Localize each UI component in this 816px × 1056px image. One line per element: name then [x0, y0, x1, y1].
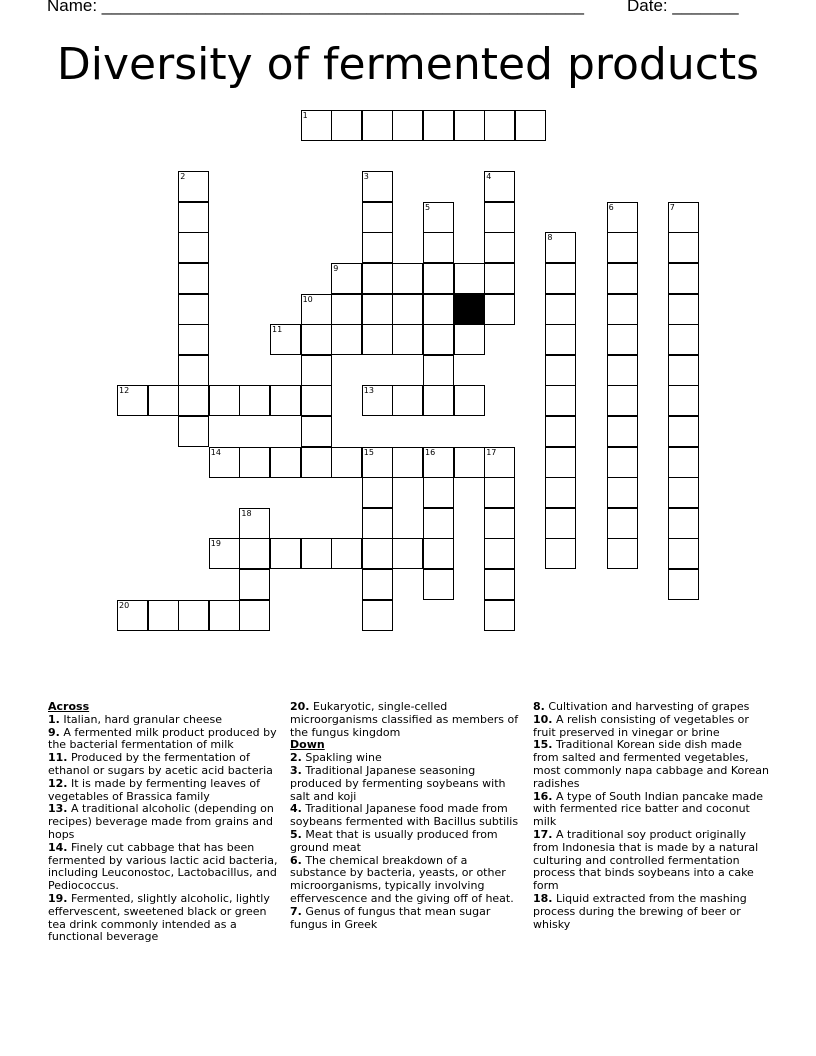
grid-cell[interactable] [331, 538, 362, 569]
clue-item [48, 778, 284, 804]
grid-cell[interactable] [484, 600, 515, 631]
grid-cell[interactable] [423, 263, 454, 294]
black-cell [454, 294, 485, 325]
clue-number: 5. [290, 827, 302, 841]
clue-text: Genus of fungus that mean sugar fungus in Greek [290, 904, 491, 931]
grid-cell[interactable] [301, 110, 332, 141]
clue-number-label: 6 [608, 202, 614, 212]
grid-cell[interactable] [668, 569, 699, 600]
clue-column-2 [290, 701, 526, 931]
clue-number: 2. [290, 751, 302, 765]
grid-cell[interactable] [607, 263, 638, 294]
grid-cell[interactable] [668, 385, 699, 416]
clue-number-label: 5 [425, 202, 431, 212]
grid-cell[interactable] [484, 294, 515, 325]
grid-cell[interactable] [668, 232, 699, 263]
clue-text: Produced by the fermentation of ethanol or sugars by acetic acid bacteria [48, 751, 273, 777]
grid-cell[interactable] [545, 232, 576, 263]
grid-cell[interactable] [454, 447, 485, 478]
grid-cell[interactable] [392, 538, 423, 569]
grid-cell[interactable] [178, 385, 209, 416]
page-title: Diversity of fermented products [56, 39, 760, 90]
grid-cell[interactable] [392, 324, 423, 355]
grid-cell[interactable] [362, 385, 393, 416]
grid-cell[interactable] [668, 538, 699, 569]
grid-cell[interactable] [607, 355, 638, 386]
clue-number: 15. [533, 738, 553, 752]
clue-item [290, 906, 526, 932]
clue-number: 1. [48, 712, 60, 726]
clue-number-label: 10 [302, 294, 313, 304]
grid-cell[interactable] [239, 538, 270, 569]
grid-cell[interactable] [545, 355, 576, 386]
grid-cell[interactable] [392, 385, 423, 416]
grid-cell[interactable] [270, 385, 301, 416]
clue-number-label: 18 [241, 508, 252, 518]
grid-cell[interactable] [607, 538, 638, 569]
grid-cell[interactable] [423, 569, 454, 600]
grid-cell[interactable] [668, 477, 699, 508]
grid-cell[interactable] [484, 202, 515, 233]
grid-cell[interactable] [331, 263, 362, 294]
grid-cell[interactable] [209, 600, 240, 631]
grid-cell[interactable] [423, 355, 454, 386]
grid-cell[interactable] [362, 324, 393, 355]
grid-cell[interactable] [178, 416, 209, 447]
grid-cell[interactable] [454, 324, 485, 355]
clue-text: A traditional soy product originally from Indonesia that is made by a natural culturing and controlled fermentation process that binds soybeans into a cake form [533, 827, 759, 893]
clue-number-label: 8 [547, 233, 553, 243]
clue-number: 18. [533, 891, 553, 905]
clue-text: A relish consisting of vegetables or fruit preserved in vinegar or brine [533, 712, 749, 739]
grid-cell[interactable] [362, 600, 393, 631]
grid-cell[interactable] [484, 569, 515, 600]
clue-number: 9. [48, 725, 60, 739]
grid-cell[interactable] [331, 294, 362, 325]
grid-cell[interactable] [331, 447, 362, 478]
clue-text: Italian, hard granular cheese [59, 712, 223, 726]
clue-number-label: 17 [486, 447, 497, 457]
grid-cell[interactable] [607, 232, 638, 263]
clue-column-3 [533, 701, 769, 931]
clue-number: 13. [48, 802, 68, 816]
grid-cell[interactable] [362, 110, 393, 141]
grid-cell[interactable] [117, 600, 148, 631]
grid-cell[interactable] [148, 600, 179, 631]
grid-cell[interactable] [607, 385, 638, 416]
grid-cell[interactable] [392, 263, 423, 294]
grid-cell[interactable] [607, 447, 638, 478]
grid-cell[interactable] [545, 447, 576, 478]
grid-cell[interactable] [423, 385, 454, 416]
grid-cell[interactable] [423, 477, 454, 508]
grid-cell[interactable] [178, 355, 209, 386]
clue-number-label: 11 [272, 325, 283, 335]
section-heading: Down [290, 738, 325, 752]
clue-text: Traditional Japanese food made from soybeans fermented with Bacillus subtilis [290, 802, 519, 829]
grid-cell[interactable] [239, 600, 270, 631]
clue-text: Traditional Japanese seasoning produced by fermenting soybeans with salt and koji [290, 763, 506, 803]
grid-cell[interactable] [607, 202, 638, 233]
grid-cell[interactable] [270, 447, 301, 478]
grid-cell[interactable] [362, 232, 393, 263]
grid-cell[interactable] [362, 477, 393, 508]
clue-number-label: 12 [119, 386, 130, 396]
grid-cell[interactable] [423, 110, 454, 141]
clue-number-label: 3 [363, 172, 369, 182]
clue-number: 19. [48, 891, 68, 905]
clue-number: 6. [290, 853, 302, 867]
clue-item [48, 752, 284, 778]
date-field-label[interactable]: Date: _______ [627, 0, 739, 15]
clue-number: 11. [48, 751, 68, 765]
grid-cell[interactable] [545, 508, 576, 539]
clue-item [290, 803, 526, 829]
grid-cell[interactable] [178, 294, 209, 325]
grid-cell[interactable] [607, 416, 638, 447]
clue-column-1 [48, 701, 284, 944]
grid-cell[interactable] [392, 447, 423, 478]
grid-cell[interactable] [209, 447, 240, 478]
grid-cell[interactable] [515, 110, 546, 141]
clue-number: 4. [290, 802, 302, 816]
clue-number-label: 14 [210, 447, 221, 457]
grid-cell[interactable] [270, 538, 301, 569]
clue-text: Finely cut cabbage that has been fermented by various lactic acid bacteria, including Leuconostoc, Lactobacillus, and Pediococcus. [48, 840, 278, 893]
clue-number: 17. [533, 827, 553, 841]
clue-item [48, 842, 284, 893]
grid-cell[interactable] [484, 263, 515, 294]
clue-text: Cultivation and harvesting of grapes [544, 700, 750, 713]
grid-cell[interactable] [301, 538, 332, 569]
clue-text: Liquid extracted from the mashing process during the brewing of beer or whisky [533, 891, 747, 931]
clue-item [48, 803, 284, 841]
clue-number-label: 13 [363, 386, 374, 396]
grid-cell[interactable] [301, 447, 332, 478]
grid-cell[interactable] [484, 477, 515, 508]
grid-cell[interactable] [423, 324, 454, 355]
grid-cell[interactable] [545, 416, 576, 447]
grid-cell[interactable] [668, 508, 699, 539]
grid-cell[interactable] [607, 477, 638, 508]
grid-cell[interactable] [423, 508, 454, 539]
grid-cell[interactable] [178, 263, 209, 294]
grid-cell[interactable] [668, 324, 699, 355]
grid-cell[interactable] [423, 232, 454, 263]
grid-cell[interactable] [209, 538, 240, 569]
grid-cell[interactable] [607, 294, 638, 325]
grid-cell[interactable] [301, 385, 332, 416]
grid-cell[interactable] [178, 600, 209, 631]
grid-cell[interactable] [545, 477, 576, 508]
grid-cell[interactable] [668, 294, 699, 325]
grid-cell[interactable] [392, 110, 423, 141]
grid-cell[interactable] [239, 385, 270, 416]
clue-number-label: 9 [333, 264, 339, 273]
clue-text: It is made by fermenting leaves of vegetables of Brassica family [48, 776, 260, 803]
grid-cell[interactable] [117, 385, 148, 416]
clue-number-label: 19 [210, 539, 221, 549]
clue-number-label: 1 [302, 111, 308, 120]
grid-cell[interactable] [454, 110, 485, 141]
clue-number-label: 20 [119, 600, 130, 610]
grid-cell[interactable] [209, 385, 240, 416]
clue-item [48, 893, 284, 944]
grid-cell[interactable] [423, 447, 454, 478]
clue-item [533, 829, 769, 893]
grid-cell[interactable] [423, 538, 454, 569]
grid-cell[interactable] [331, 324, 362, 355]
grid-cell[interactable] [545, 538, 576, 569]
grid-cell[interactable] [607, 324, 638, 355]
clue-number: 12. [48, 776, 68, 790]
clue-text: Spakling wine [301, 751, 382, 765]
grid-cell[interactable] [545, 324, 576, 355]
grid-cell[interactable] [362, 294, 393, 325]
grid-cell[interactable] [362, 202, 393, 233]
clue-text: The chemical breakdown of a substance by bacteria, yeasts, or other microorganisms, typically involving effervescence and the giving off of heat. [290, 853, 514, 905]
grid-cell[interactable] [668, 355, 699, 386]
grid-cell[interactable] [362, 171, 393, 202]
grid-cell[interactable] [545, 385, 576, 416]
clue-item [533, 739, 769, 790]
clue-item [533, 714, 769, 740]
grid-cell[interactable] [301, 355, 332, 386]
clue-item [290, 829, 526, 855]
grid-cell[interactable] [270, 324, 301, 355]
grid-cell[interactable] [484, 508, 515, 539]
clue-item [290, 765, 526, 803]
grid-cell[interactable] [484, 538, 515, 569]
grid-cell[interactable] [239, 447, 270, 478]
grid-cell[interactable] [545, 294, 576, 325]
grid-cell[interactable] [178, 171, 209, 202]
grid-cell[interactable] [423, 202, 454, 233]
clue-item [48, 727, 284, 753]
grid-cell[interactable] [301, 324, 332, 355]
clue-item [533, 893, 769, 931]
clue-text: A fermented milk product produced by the bacterial fermentation of milk [48, 725, 277, 752]
grid-cell[interactable] [178, 232, 209, 263]
grid-cell[interactable] [423, 294, 454, 325]
section-heading: Across [48, 700, 90, 713]
clue-text: Traditional Korean side dish made from salted and fermented vegetables, most commonly napa cabbage and Korean radishes [533, 738, 769, 790]
grid-cell[interactable] [392, 294, 423, 325]
clue-item [533, 791, 769, 829]
grid-cell[interactable] [362, 538, 393, 569]
grid-cell[interactable] [484, 171, 515, 202]
clue-text: A traditional alcoholic (depending on recipes) beverage made from grains and hops [48, 802, 274, 841]
grid-cell[interactable] [331, 110, 362, 141]
grid-cell[interactable] [668, 447, 699, 478]
grid-cell[interactable] [484, 110, 515, 141]
clue-text: A type of South Indian pancake made with fermented rice batter and coconut milk [533, 789, 764, 829]
grid-cell[interactable] [484, 232, 515, 263]
grid-cell[interactable] [301, 294, 332, 325]
clue-number: 10. [533, 712, 553, 726]
grid-cell[interactable] [668, 263, 699, 294]
clue-number-label: 15 [363, 447, 374, 457]
clue-text: Fermented, slightly alcoholic, lightly effervescent, sweetened black or green tea drink commonly intended as a functional beverage [48, 891, 270, 944]
clue-number-label: 2 [180, 172, 186, 182]
clue-number: 14. [48, 840, 68, 854]
grid-cell[interactable] [239, 569, 270, 600]
grid-cell[interactable] [362, 508, 393, 539]
name-field-label[interactable]: Name: ___________________________________________________ [47, 0, 584, 15]
grid-cell[interactable] [668, 416, 699, 447]
clue-number: 16. [533, 789, 553, 803]
clue-text: Eukaryotic, single-celled microorganisms classified as members of the fungus kingdom [290, 700, 519, 739]
grid-cell[interactable] [178, 324, 209, 355]
grid-cell[interactable] [484, 447, 515, 478]
clue-number: 7. [290, 904, 302, 918]
grid-cell[interactable] [362, 447, 393, 478]
clue-text: Meat that is usually produced from ground meat [290, 827, 498, 854]
clue-number-label: 7 [669, 202, 675, 212]
clue-number-label: 4 [486, 172, 492, 182]
grid-cell[interactable] [545, 263, 576, 294]
grid-cell[interactable] [148, 385, 179, 416]
clue-item [290, 701, 526, 739]
clue-number: 3. [290, 763, 302, 777]
grid-cell[interactable] [454, 263, 485, 294]
grid-cell[interactable] [239, 508, 270, 539]
grid-cell[interactable] [454, 385, 485, 416]
clue-number: 8. [533, 700, 545, 713]
grid-cell[interactable] [178, 202, 209, 233]
clue-number-label: 16 [425, 447, 436, 457]
grid-cell[interactable] [607, 508, 638, 539]
grid-cell[interactable] [301, 416, 332, 447]
clue-number: 20. [290, 700, 310, 713]
grid-cell[interactable] [362, 569, 393, 600]
clue-item [290, 855, 526, 906]
grid-cell[interactable] [362, 263, 393, 294]
grid-cell[interactable] [668, 202, 699, 233]
